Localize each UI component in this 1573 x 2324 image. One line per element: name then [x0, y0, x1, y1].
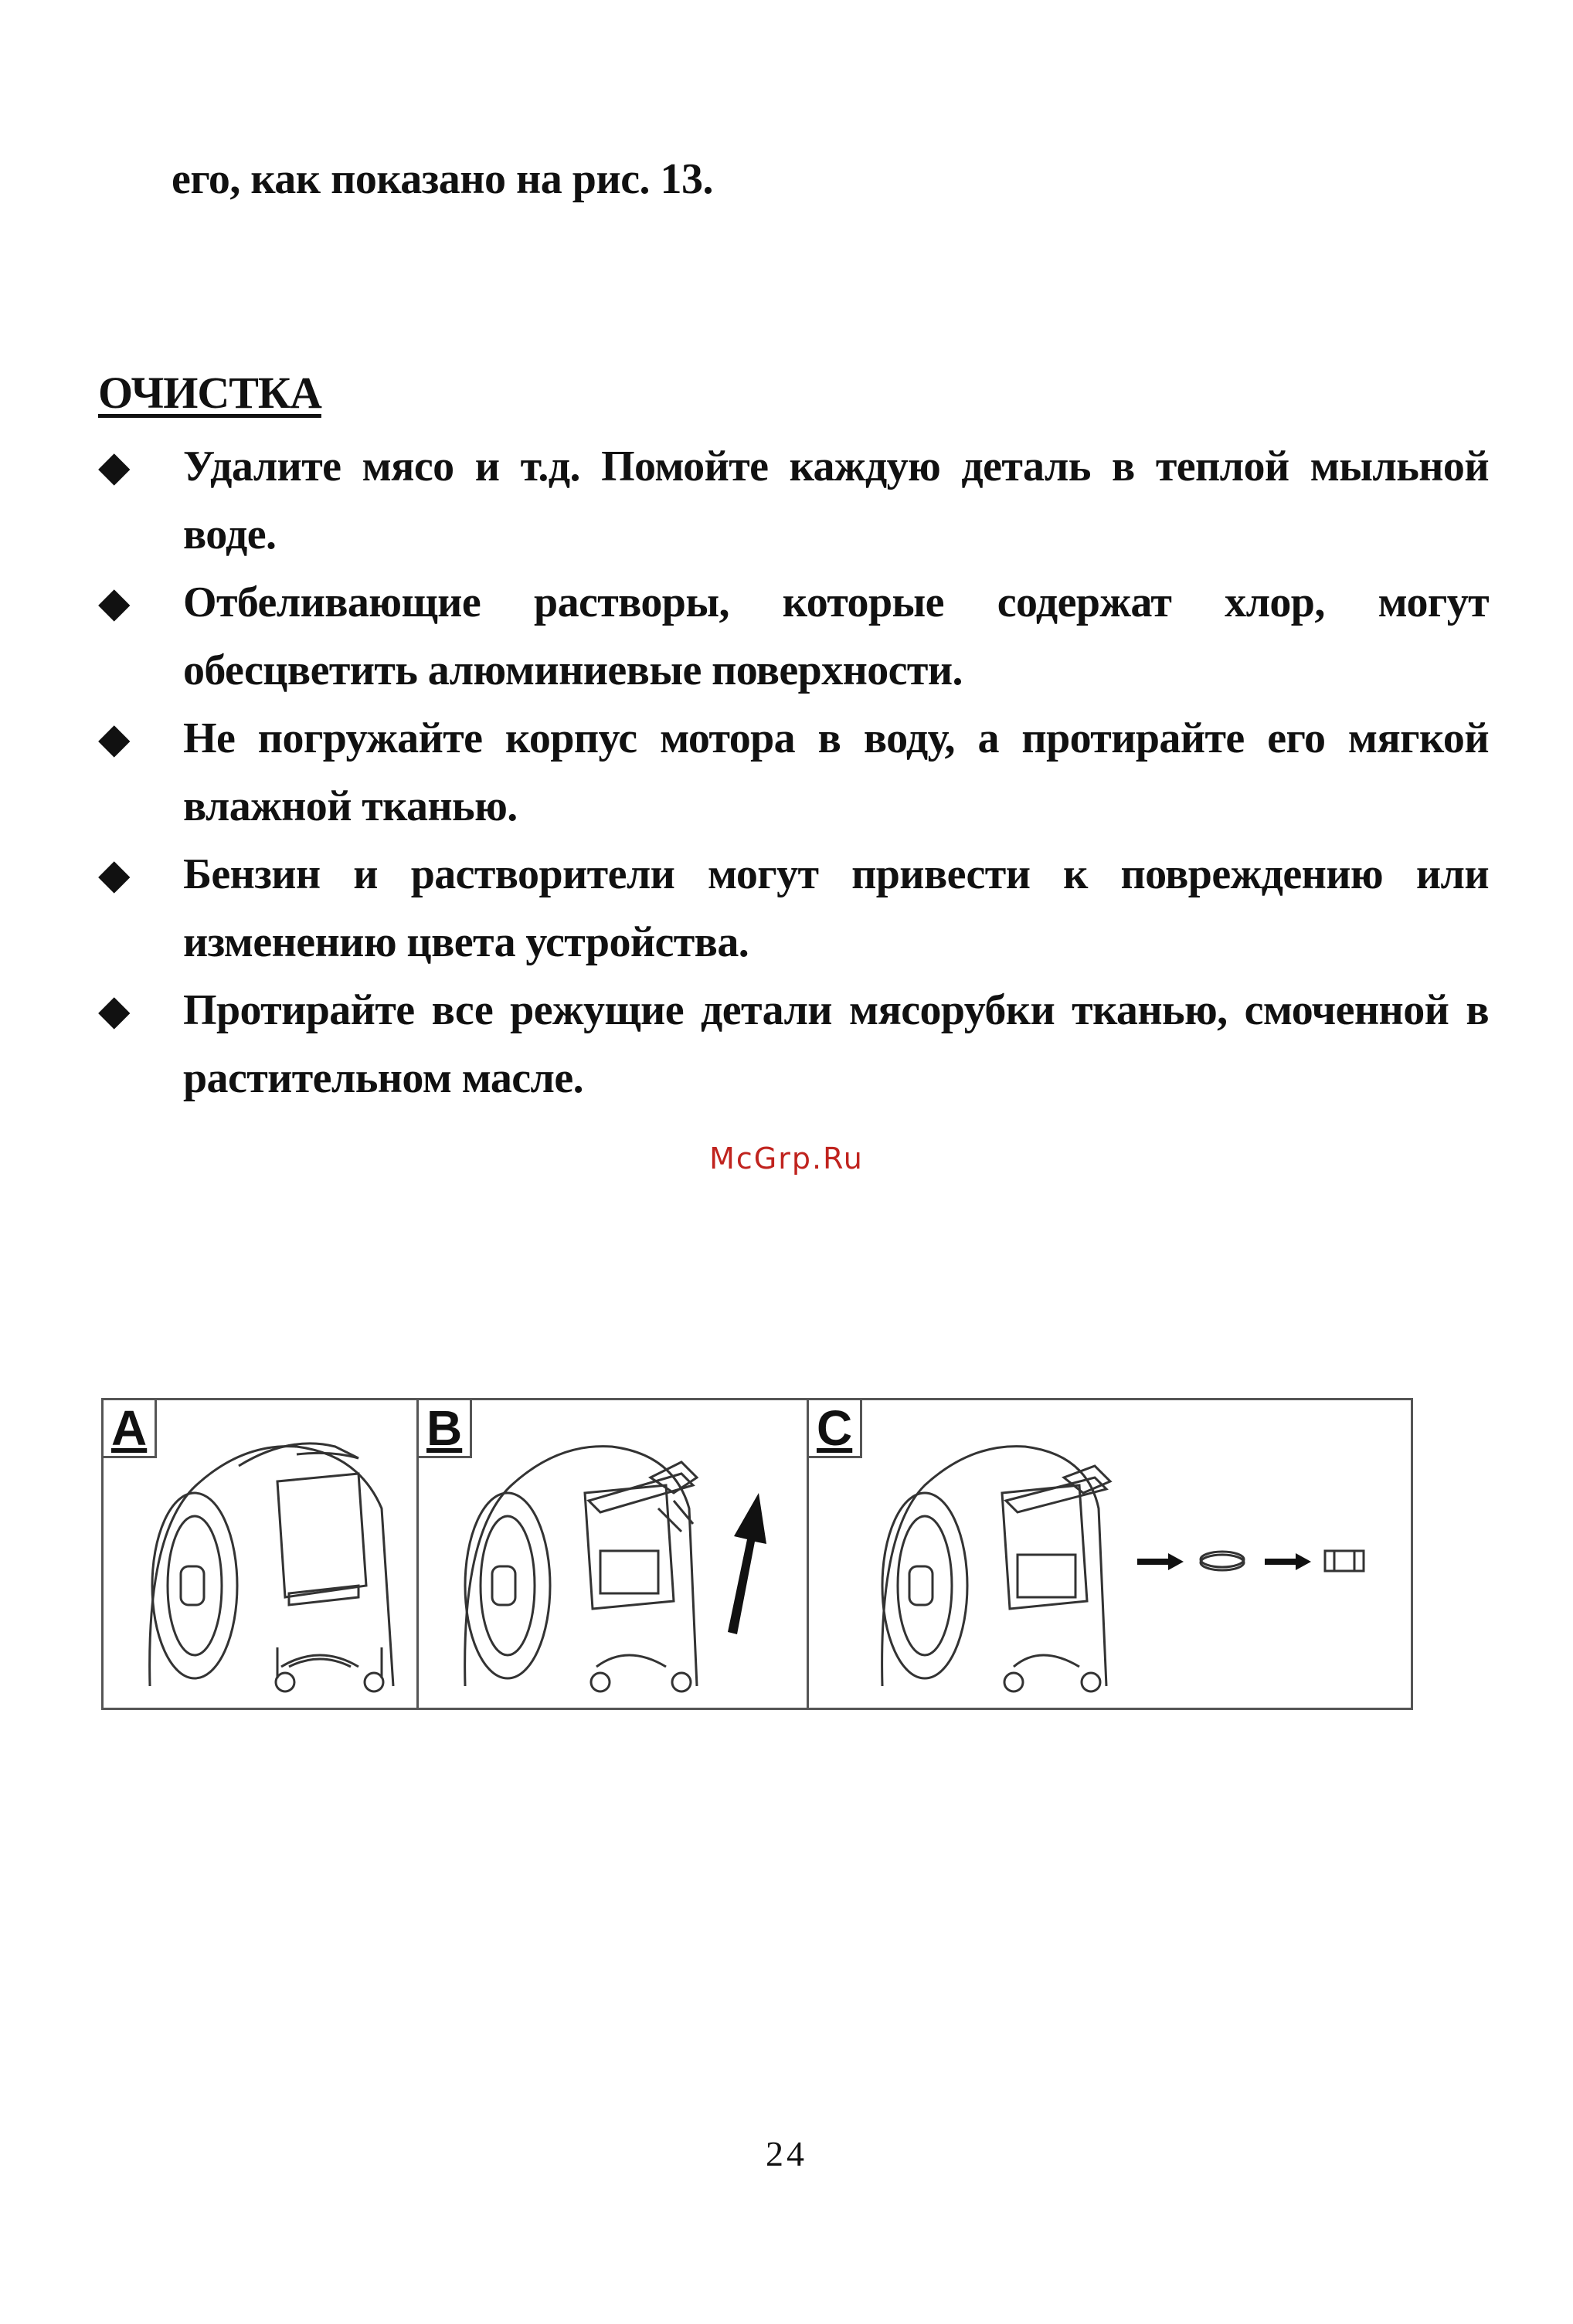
watermark: McGrp.Ru: [709, 1142, 864, 1176]
list-item: [98, 840, 1489, 976]
figure-panel-b: [419, 1400, 809, 1708]
intro-text: его, как показано на рис. 13.: [172, 155, 714, 203]
diamond-icon: ◆: [98, 715, 130, 762]
list-item-text: Протирайте все режущие детали мясорубки тканью, смоченной в растительном масле.: [183, 986, 1489, 1102]
meat-grinder-illustration: [419, 1400, 807, 1708]
panel-label: A: [104, 1400, 157, 1458]
list-item: [98, 704, 1489, 840]
diamond-icon: ◆: [98, 851, 130, 897]
section-heading: ОЧИСТКА: [98, 368, 321, 418]
list-item-text: Удалите мясо и т.д. Помойте каждую деталь в теплой мыльной воде.: [183, 443, 1489, 558]
list-item-text: Не погружайте корпус мотора в воду, а протирайте его мягкой влажной тканью.: [183, 714, 1489, 830]
list-item: [98, 433, 1489, 568]
cleaning-list: [98, 433, 1489, 1112]
figure-panel-a: [104, 1400, 419, 1708]
panel-label: B: [419, 1400, 472, 1458]
list-item: [98, 568, 1489, 704]
disassembly-figure: [101, 1398, 1413, 1710]
list-item-text: Отбеливающие растворы, которые содержат хлор, могут обесцветить алюминиевые поверхности.: [183, 578, 1489, 694]
figure-panel-c: [809, 1400, 1415, 1708]
meat-grinder-illustration: [809, 1400, 1413, 1708]
diamond-icon: ◆: [98, 443, 130, 490]
diamond-icon: ◆: [98, 579, 130, 626]
list-item: [98, 976, 1489, 1112]
panel-label: C: [809, 1400, 862, 1458]
list-item-text: Бензин и растворители могут привести к повреждению или изменению цвета устройства.: [183, 850, 1489, 966]
diamond-icon: ◆: [98, 987, 130, 1033]
page-number: 24: [766, 2134, 807, 2173]
